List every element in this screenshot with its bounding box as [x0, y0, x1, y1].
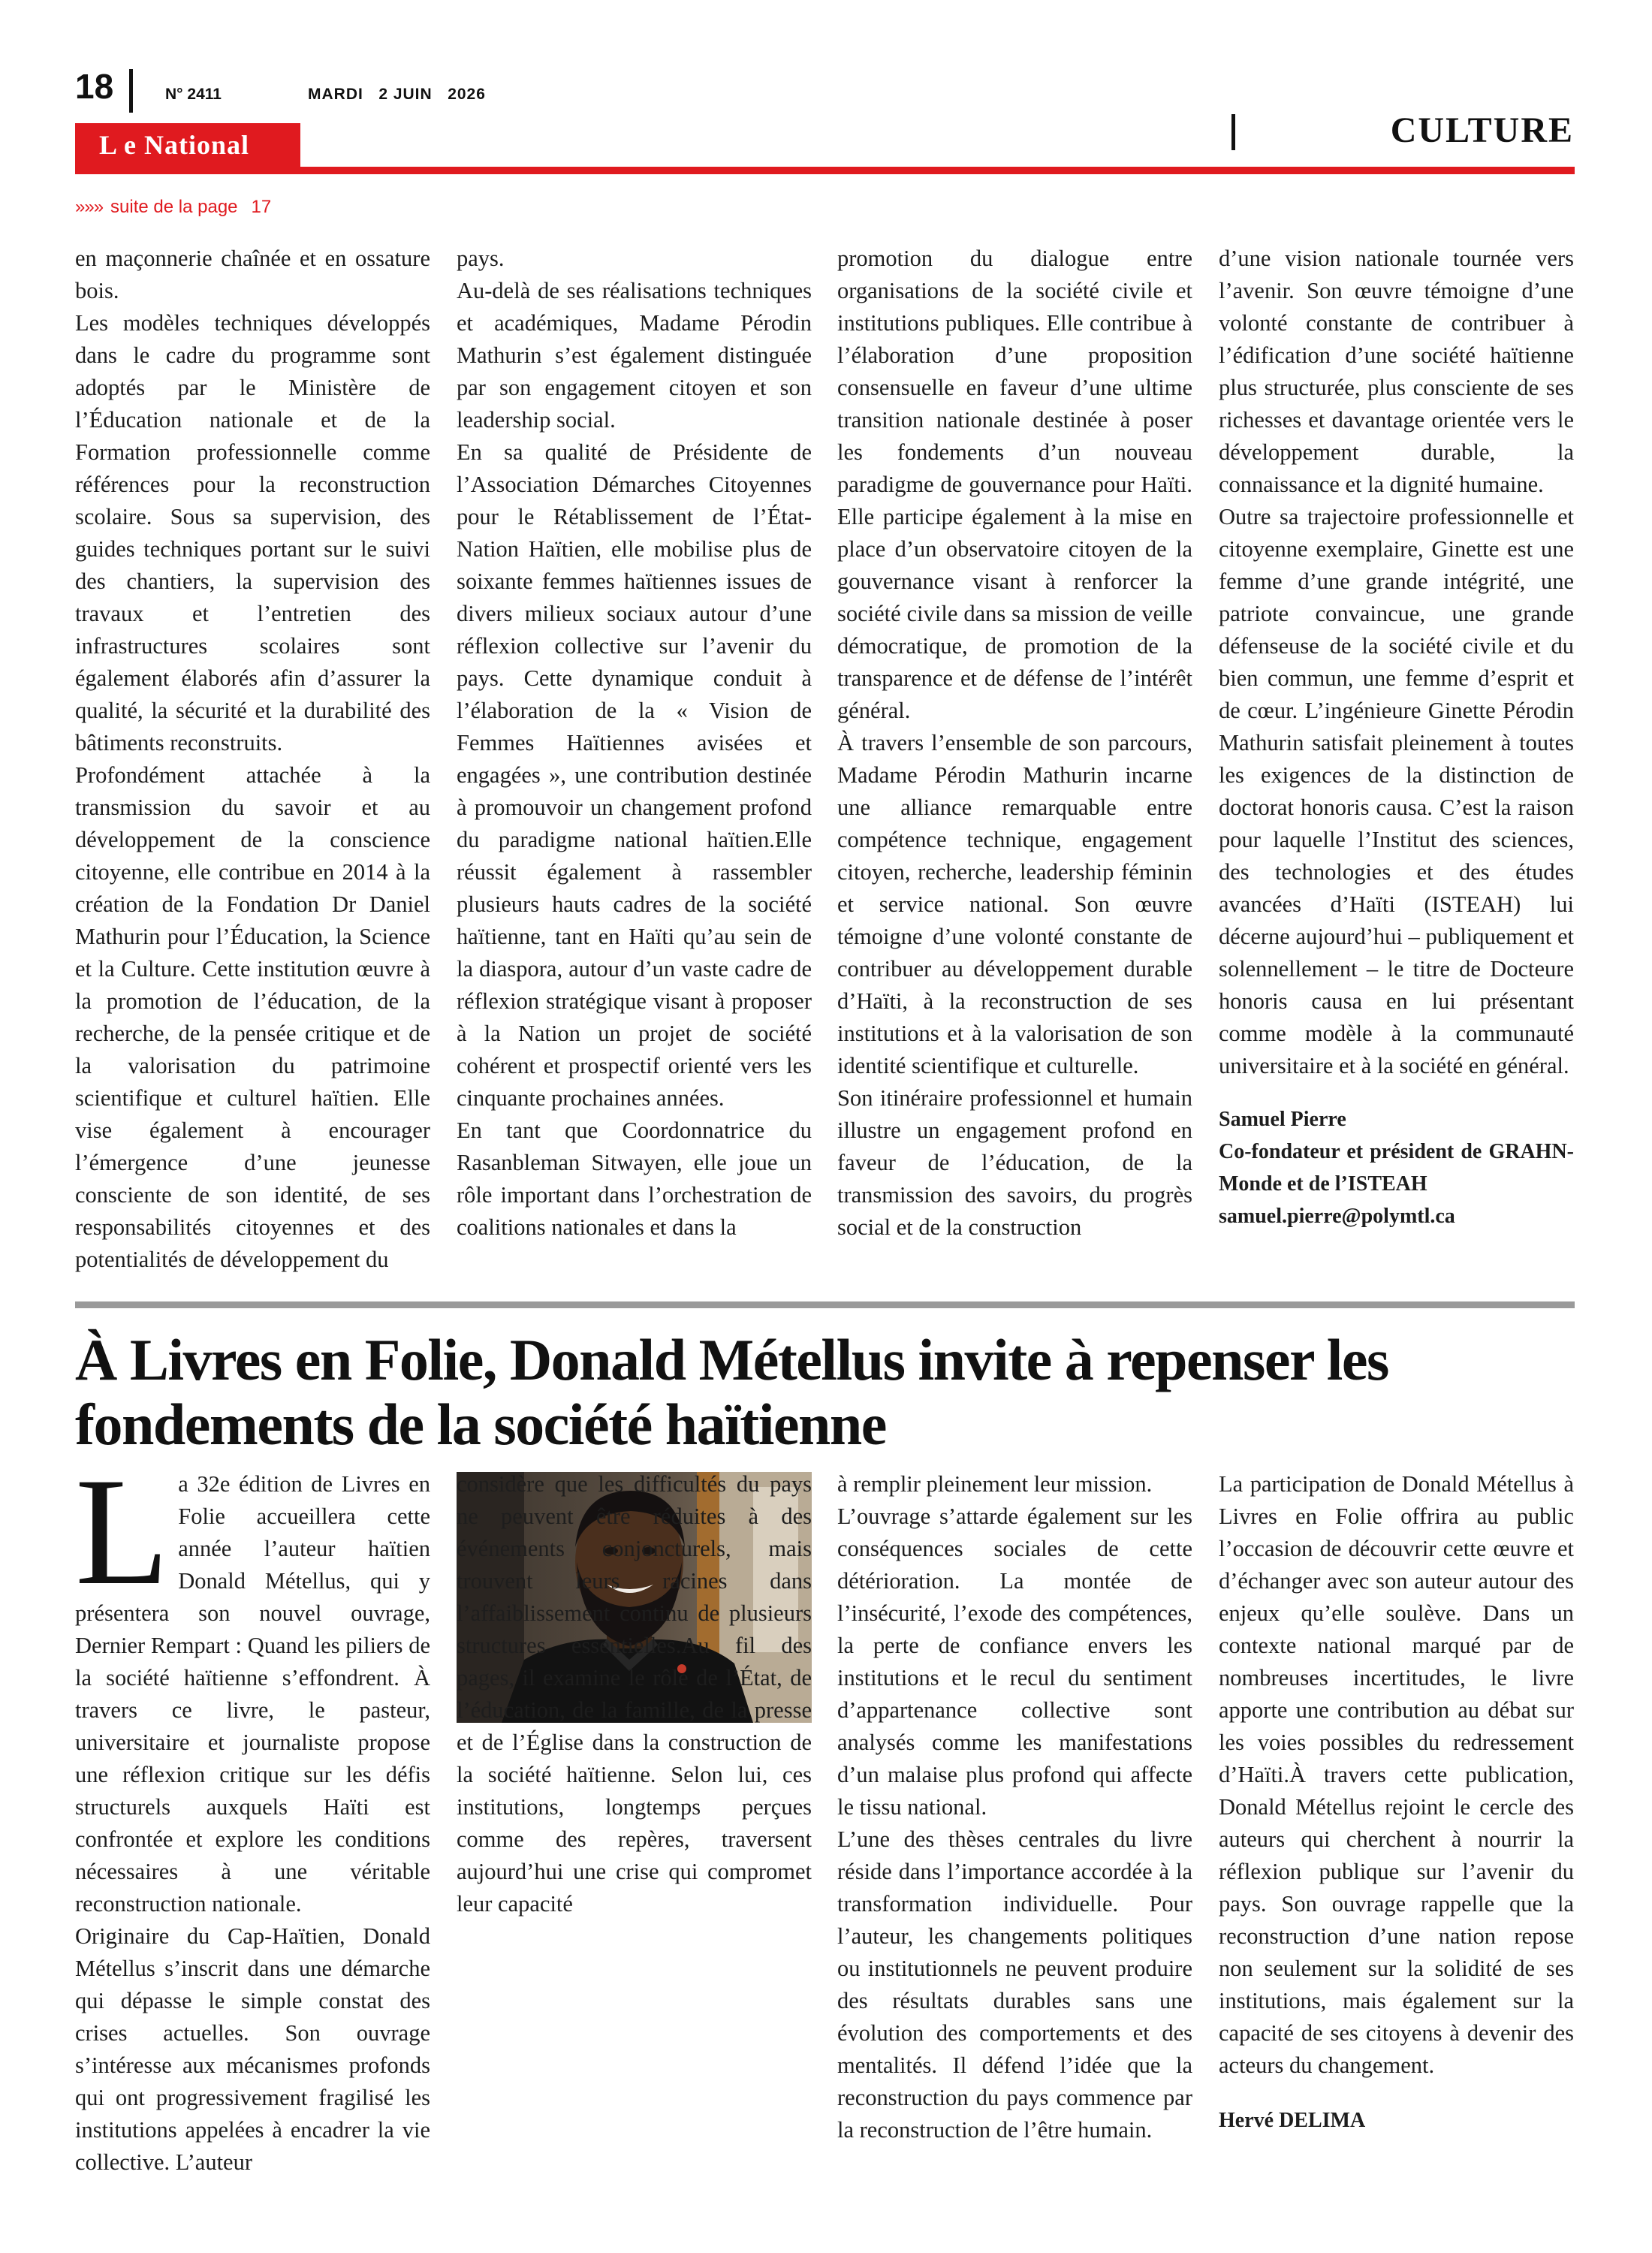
paragraph: Les modèles techniques développés dans le cadre du programme sont adoptés par le Ministère de l’Éducation nationale et de la Formation professionnelle comme références pour la reconstruction scolaire. Sous sa supervision, des guides techniques portant sur le suivi des chantiers, la supervision des travaux et l’entretien des infrastructures scolaires sont également élaborés afin d’assurer la qualité, la sécurité et la durabilité des bâtiments reconstruits.	[75, 310, 430, 756]
brand-logo: L e National	[99, 130, 250, 160]
top-article-column-2	[457, 243, 812, 1244]
page-number-divider	[129, 69, 133, 113]
paragraph: à remplir pleinement leur mission.	[837, 1471, 1153, 1497]
paragraph: Originaire du Cap-Haïtien, Donald Métellus s’inscrit dans une démarche qui dépasse le simple constat des crises actuelles. Son ouvrage s’intéresse aux mécanismes profonds qui ont progressivement fragilisé les institutions appelées à encadrer la vie collective. L’auteur	[75, 1923, 430, 2175]
bottom-article-column-2	[457, 1468, 812, 1920]
paragraph: L’ouvrage s’attarde également sur les conséquences sociales de cette détérioration. La montée de l’insécurité, l’exode des compétences, la perte de confiance envers les institutions et le recul du sentiment d’appartenance collective sont analysés comme les manifestations d’un malaise plus profond qui affecte le tissu national.	[837, 1504, 1192, 1820]
bottom-article-column-1	[75, 1446, 430, 2179]
bottom-article-column-3	[837, 1468, 1192, 2146]
continued-from	[75, 197, 271, 218]
continued-arrows: »»»	[75, 197, 104, 217]
paragraph: d’une vision nationale tournée vers l’avenir. Son œuvre témoigne d’une volonté constante de contribuer à l’édification d’une société haïtienne plus structurée, plus consciente de ses richesses et davantage orientée vers le développement durable, la connaissance et la dignité humaine.	[1219, 246, 1574, 497]
continued-page: 17	[251, 197, 272, 217]
lead-text: a 32e édition de Livres en Folie accueillera cette année l’auteur haïtien Donald Métellus, qui y présentera son nouvel ouvrage, Dernier Rempart : Quand les piliers de la société haïtienne s’effondrent. À travers ce livre, le pasteur, universitaire et journaliste propose une réflexion critique sur les défis structurels auxquels Haïti est confrontée et explore les conditions nécessaires à une véritable reconstruction nationale.	[75, 1471, 430, 1917]
signature-block	[1219, 1103, 1574, 1232]
issue-date: MARDI 2 JUIN 2026	[308, 86, 486, 103]
drop-cap: L	[75, 1446, 170, 1617]
paragraph: À travers l’ensemble de son parcours, Madame Pérodin Mathurin incarne une alliance remarquable entre compétence technique, engagement citoyen, recherche, leadership féminin et service national. Son œuvre témoigne d’une volonté constante de contribuer au développement durable d’Haïti, à la reconstruction de ses institutions et à la valorisation de son identité scientifique et culturelle.	[837, 730, 1192, 1078]
paragraph: Son itinéraire professionnel et humain illustre un engagement profond en faveur de l’éducation, de la transmission des savoirs, du progrès social et de la construction	[837, 1085, 1192, 1240]
article-separator	[75, 1301, 1575, 1308]
issue-number: N° 2411	[165, 86, 222, 103]
top-article-column-1	[75, 243, 430, 1276]
paragraph: En sa qualité de Présidente de l’Association Démarches Citoyennes pour le Rétablissement de l’État-Nation Haïtien, elle mobilise plus de soixante femmes haïtiennes issues de divers milieux sociaux autour d’une réflexion collective sur l’avenir du pays. Cette dynamique conduit à l’élaboration de la « Vision de Femmes Haïtiennes avisées et engagées », une contribution destinée à promouvoir un changement profond du paradigme national haïtien.Elle réussit également à rassembler plusieurs hauts cadres de la société haïtienne, tant en Haïti qu’au sein de la diaspora, autour d’un vaste cadre de réflexion stratégique visant à proposer à la Nation un projet de société cohérent et prospectif orienté vers les cinquante prochaines années.	[457, 439, 812, 1111]
paragraph: promotion du dialogue entre organisations de la société civile et institutions publiques. Elle contribue à l’élaboration d’une proposition consensuelle en faveur d’une ultime transition nationale destinée à poser les fondements d’un nouveau paradigme de gouvernance pour Haïti. Elle participe également à la mise en place d’un observatoire citoyen de la gouvernance visant à renforcer la société civile dans sa mission de veille démocratique, de promotion de la transparence et de défense de l’intérêt général.	[837, 246, 1192, 723]
paragraph: pays.	[457, 246, 505, 271]
paragraph: La participation de Donald Métellus à Livres en Folie offrira au public l’occasion de découvrir cette œuvre et d’échanger avec son auteur autour des enjeux qu’elle soulève. Dans un contexte national marqué par de nombreuses incertitudes, le livre apporte une contribution au débat sur les voies possibles du redressement d’Haïti.À travers cette publication, Donald Métellus rejoint le cercle des auteurs qui cherchent à nourrir la réflexion publique sur l’avenir du pays. Son ouvrage rappelle que la reconstruction d’une nation repose non seulement sur la solidité de ses institutions, mais également sur la capacité de ses citoyens à devenir des acteurs du changement.	[1219, 1471, 1574, 2078]
paragraph: considère que les difficultés du pays ne peuvent être réduites à des événements conjoncturels, mais trouvent leurs racines dans l’affaiblissement continu de plusieurs structures essentielles.Au fil des pages, il examine le rôle de l’État, de l’éducation, de la famille, de la presse et de l’Église dans la construction de la société haïtienne. Selon lui, ces institutions, longtemps perçues comme des repères, traversent aujourd’hui une crise qui compromet leur capacité	[457, 1471, 812, 1917]
paragraph: Outre sa trajectoire professionnelle et citoyenne exemplaire, Ginette est une femme d’une grande intégrité, une patriote convaincue, une grande défenseuse de la société civile et du bien commun, une femme d’esprit et de cœur. L’ingénieure Ginette Pérodin Mathurin satisfait pleinement à toutes les exigences de la distinction de doctorat honoris causa. C’est la raison pour laquelle l’Institut des sciences, des technologies et des études avancées d’Haïti (ISTEAH) lui décerne aujourd’hui – publiquement et solennellement – le titre de Docteure honoris causa en lui présentant comme modèle à la communauté universitaire et à la société en général.	[1219, 504, 1574, 1078]
paragraph: Profondément attachée à la transmission du savoir et au développement de la conscience citoyenne, elle contribue en 2014 à la création de la Fondation Dr Daniel Mathurin pour l’Éducation, la Science et la Culture. Cette institution œuvre à la promotion de l’éducation, de la recherche, de la pensée critique et de la valorisation du patrimoine scientifique et culturel haïtien. Elle vise également à encourager l’émergence d’une jeunesse consciente de son identité, de ses responsabilités citoyennes et des potentialités de développement du	[75, 762, 430, 1272]
paragraph: Au-delà de ses réalisations techniques et académiques, Madame Pérodin Mathurin s’est également distinguée par son engagement citoyen et son leadership social.	[457, 278, 812, 433]
paragraph: en maçonnerie chaînée et en ossature bois.	[75, 246, 430, 303]
section-title: CULTURE	[1390, 110, 1574, 150]
signature-name: Samuel Pierre	[1219, 1108, 1346, 1131]
top-article-column-3	[837, 243, 1192, 1244]
bottom-article-column-4	[1219, 1468, 1574, 2137]
continued-label: suite de la page	[110, 197, 238, 217]
section-divider	[1231, 114, 1235, 150]
signature-title: Co-fondateur et président de GRAHN-Monde et de l’ISTEAH	[1219, 1140, 1574, 1196]
paragraph: En tant que Coordonnatrice du Rasanbleman Sitwayen, elle joue un rôle important dans l’orchestration de coalitions nationales et dans la	[457, 1117, 812, 1240]
paragraph	[75, 1446, 430, 1920]
paragraph: L’une des thèses centrales du livre réside dans l’importance accordée à la transformation individuelle. Pour l’auteur, les changements politiques ou institutionnels ne peuvent produire des résultats durables sans une évolution des comportements et des mentalités. Il défend l’idée que la reconstruction du pays commence par la reconstruction de l’être humain.	[837, 1826, 1192, 2143]
top-article-column-4	[1219, 243, 1574, 1232]
author-byline: Hervé DELIMA	[1219, 2109, 1366, 2132]
article-headline: À Livres en Folie, Donald Métellus invite à repenser les fondements de la société haïtienne	[75, 1327, 1388, 1457]
signature-email[interactable]: samuel.pierre@polymtl.ca	[1219, 1205, 1455, 1228]
page-number: 18	[75, 67, 114, 106]
